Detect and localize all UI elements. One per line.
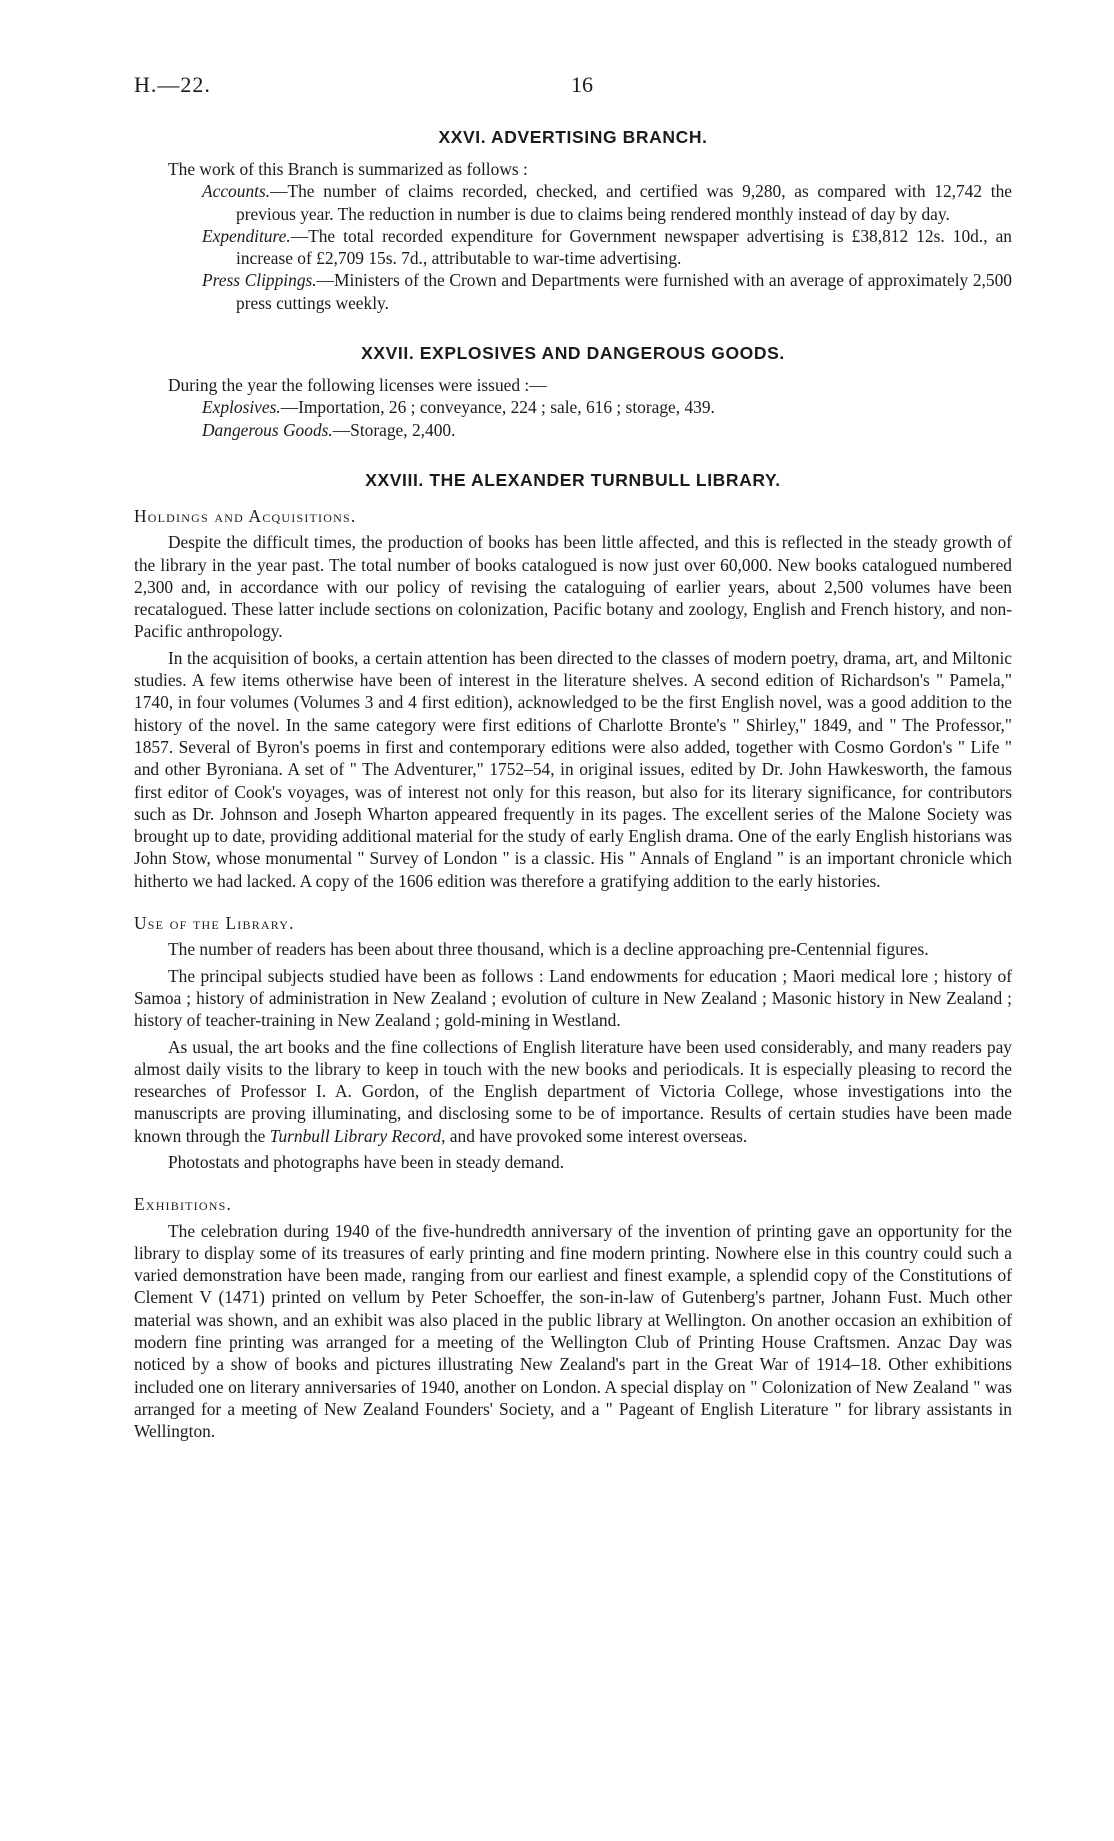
list-item	[168, 269, 1012, 314]
paragraph	[134, 1036, 1012, 1147]
subheading-exhibitions: Exhibitions.	[134, 1194, 233, 1215]
item-text: —The total recorded expenditure for Government newspaper advertising is £38,812 12s. 10d., an increase of £2,709 15s. 7d., attributable to war-time advertising.	[236, 225, 1012, 269]
item-list	[134, 396, 1012, 441]
item-text: —Storage, 2,400.	[332, 419, 456, 440]
section-title: XXVI. ADVERTISING BRANCH.	[438, 127, 708, 147]
section-title: XXVII. EXPLOSIVES AND DANGEROUS GOODS.	[361, 343, 785, 364]
subheading-use: Use of the Library.	[134, 913, 295, 934]
list-item	[202, 396, 1012, 418]
item-text: —The number of claims recorded, checked, and certified was 9,280, as compared with 12,742 the previous year. The reduction in number is due to claims being rendered monthly instead of day by day.	[236, 181, 1012, 224]
subheading-holdings: Holdings and Acquisitions.	[134, 505, 357, 526]
item-label: Accounts.	[202, 181, 271, 202]
section-intro: During the year the following licenses were issued :—	[168, 375, 547, 396]
item-text: —Ministers of the Crown and Departments were furnished with an average of approximately 2,500 press cuttings weekly.	[236, 270, 1012, 313]
item-label: Dangerous Goods.	[202, 419, 333, 440]
paragraph-text: As usual, the art books and the fine collections of English literature have been used considerably, and many readers pay almost daily visits to the library to keep in touch with the new books and periodicals. It is especially pleasing to record the researches of Professor I. A. Gordon, of the English department of Victoria College, whose investigations into the manuscripts are proving illuminating, and disclosing some to be of importance. Results of certain studies have been made known through the	[134, 1036, 1012, 1146]
header-reference: H.—22.	[134, 72, 211, 97]
section-turnbull-library	[134, 469, 1012, 1443]
list-item	[202, 419, 1012, 441]
paragraph: The principal subjects studied have been as follows : Land endowments for education ; Maori medical lore ; history of Samoa ; history of administration in New Zealand ; evolution of culture in New Zealand ; Masonic history in New Zealand ; history of teacher-training in New Zealand ; gold-mining in Westland.	[134, 965, 1012, 1031]
item-label: Expenditure.	[202, 225, 291, 246]
section-explosives	[134, 342, 1012, 441]
item-text: —Importation, 26 ; conveyance, 224 ; sale, 616 ; storage, 439.	[280, 397, 715, 418]
section-intro: The work of this Branch is summarized as follows :	[168, 159, 528, 179]
section-advertising-branch	[134, 126, 1012, 314]
list-item	[168, 180, 1012, 225]
page-content	[134, 126, 1012, 1443]
item-label: Explosives.	[202, 397, 281, 418]
paragraph: Photostats and photographs have been in steady demand.	[168, 1151, 565, 1172]
paragraph: Despite the difficult times, the production of books has been little affected, and this is reflected in the steady growth of the library in the year past. The total number of books catalogued is now just over 60,000. New books catalogued numbered 2,300 and, in accordance with our policy of revising the cataloguing of earlier years, about 2,500 volumes have been recatalogued. These latter include sections on colonization, Pacific botany and zoology, English and French history, and non-Pacific anthropology.	[134, 532, 1012, 642]
publication-title: Turnbull Library Record	[269, 1125, 442, 1146]
paragraph: The number of readers has been about three thousand, which is a decline approaching pre-Centennial figures.	[168, 939, 929, 960]
section-title: XXVIII. THE ALEXANDER TURNBULL LIBRARY.	[365, 469, 781, 490]
paragraph: The celebration during 1940 of the five-hundredth anniversary of the invention of printing gave an opportunity for the library to display some of its treasures of early printing and fine modern printing. Nowhere else in this country could such a varied demonstration have been made, ranging from our earliest and finest example, a splendid copy of the Constitutions of Clement V (1471) printed on vellum by Peter Schoeffer, the son-in-law of Gutenberg's partner, Johann Fust. Much other material was shown, and an exhibit was also placed in the public library at Wellington. On another occasion an exhibition of modern fine printing was arranged for a meeting of the Wellington Club of Printing House Craftsmen. Anzac Day was noticed by a show of books and pictures illustrating New Zealand's part in the Great War of 1914–18. Other exhibitions included one on literary anniversaries of 1940, another on London. A special display on " Colonization of New Zealand " was arranged for a meeting of New Zealand Founders' Society, and a " Pageant of English Literature " for library assistants in Wellington.	[134, 1220, 1012, 1442]
page-number: 16	[571, 72, 593, 97]
list-item	[168, 225, 1012, 270]
item-label: Press Clippings.	[202, 270, 317, 291]
item-list	[134, 180, 1012, 314]
paragraph: In the acquisition of books, a certain attention has been directed to the classes of modern poetry, drama, art, and Miltonic studies. A few items otherwise have been of interest in the literature shelves. A second edition of Richardson's " Pamela," 1740, in four volumes (Volumes 3 and 4 first edition), acknowledged to be the first English novel, was a good addition to the history of the novel. In the same category were first editions of Charlotte Bronte's " Shirley," 1849, and " The Professor," 1857. Several of Byron's poems in first and contemporary editions were also added, together with Cosmo Gordon's " Life " and other Byroniana. A set of " The Adventurer," 1752–54, in original issues, edited by Dr. John Hawkesworth, the famous first editor of Cook's voyages, was of interest not only for this reason, but also for its literary significance, for contributors such as Dr. Johnson and Joseph Wharton appeared frequently in its pages. The excellent series of the Malone Society was brought up to date, providing additional material for the study of early English drama. One of the early English historians was John Stow, whose monumental " Survey of London " is a classic. His " Annals of England " is an important chronicle which hitherto we had lacked. A copy of the 1606 edition was therefore a gratifying addition to the early histories.	[134, 647, 1012, 891]
paragraph-text: , and have provoked some interest overseas.	[441, 1125, 748, 1146]
